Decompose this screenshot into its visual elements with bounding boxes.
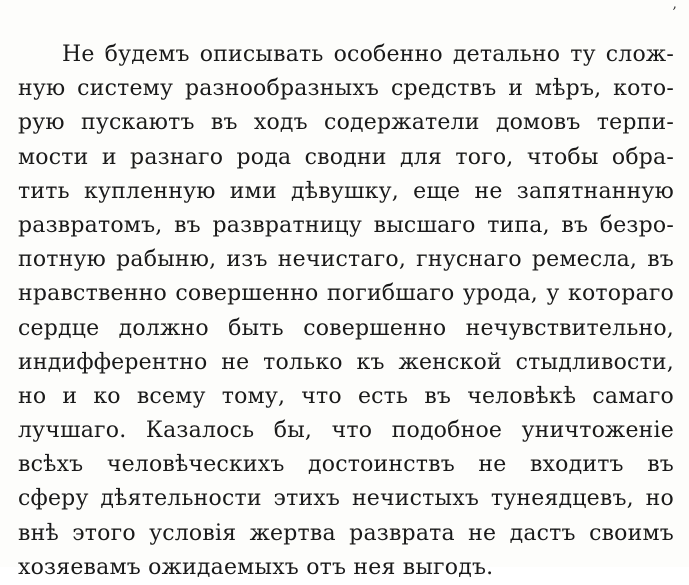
paragraph-line: рую пускаютъ въ ходъ содержатели домовъ терпи- bbox=[18, 110, 674, 136]
paragraph-line: развратомъ, въ развратницу высшаго типа, въ безро- bbox=[18, 212, 674, 238]
paragraph-line: внѣ этого условія жертва разврата не дастъ своимъ bbox=[18, 520, 674, 546]
corner-mark: , bbox=[672, 0, 677, 12]
paragraph-line: потную рабыню, изъ нечистаго, гнуснаго ремесла, въ bbox=[18, 247, 674, 273]
paragraph-line: индифферентно не только къ женской стыдливости, bbox=[18, 349, 674, 375]
paragraph-line: лучшаго. Казалось бы, что подобное уничтоженіе bbox=[18, 418, 674, 444]
paragraph-line: сферу дѣятельности этихъ нечистыхъ тунеядцевъ, но bbox=[18, 486, 674, 512]
paragraph-line: сердце должно быть совершенно нечувствительно, bbox=[18, 315, 674, 341]
paragraph-line: Не будемъ описывать особенно детально ту слож- bbox=[62, 42, 674, 67]
paragraph-line: мости и разнаго рода сводни для того, чтобы обра- bbox=[18, 144, 674, 170]
paragraph-line: тить купленную ими дѣвушку, еще не запятнанную bbox=[18, 178, 674, 204]
paragraph-line: но и ко всему тому, что есть въ человѣкѣ самаго bbox=[18, 383, 674, 409]
paragraph-line: всѣхъ человѣческихъ достоинствъ не входитъ въ bbox=[18, 452, 674, 478]
paragraph-line: ную систему разнообразныхъ средствъ и мѣръ, кото- bbox=[18, 76, 674, 102]
paragraph-line: нравственно совершенно погибшаго урода, у котораго bbox=[18, 281, 674, 307]
paragraph-line: хозяевамъ ожидаемыхъ отъ нея выгодъ. bbox=[18, 554, 494, 580]
paragraph bbox=[18, 38, 674, 585]
